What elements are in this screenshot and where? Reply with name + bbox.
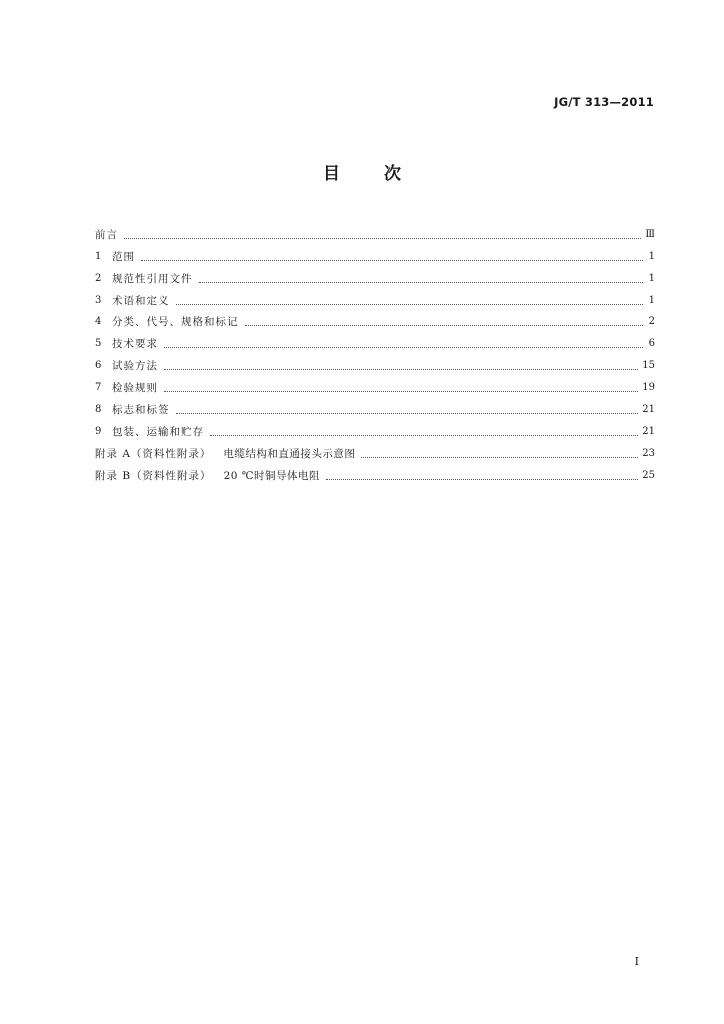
toc-entry-number: 1 [95,250,102,262]
toc-dot-leader [124,237,641,239]
toc-dot-leader [164,346,643,348]
toc-dot-leader [164,368,638,370]
toc-entry-number: 9 [95,425,102,437]
toc-entry-5[interactable] [95,329,655,351]
toc-dot-leader [176,412,639,414]
toc-entry-page: Ⅲ [645,228,655,240]
toc-entry-subtitle: 20 ℃时铜导体电阻 [223,469,321,482]
toc-entry-page: 23 [642,447,655,459]
toc-entry-6[interactable] [95,351,655,373]
toc-dot-leader [176,303,644,305]
toc-entry-3[interactable] [95,286,655,308]
toc-entry-label: 检验规则 [112,382,158,395]
toc-entry-label: 标志和标签 [112,404,170,417]
toc-entry-page: 19 [642,382,655,394]
toc-dot-leader [361,456,638,458]
toc-dot-leader [326,478,638,480]
toc-entry-foreword[interactable] [95,220,655,242]
toc-entry-label: 技术要求 [112,338,158,351]
toc-entry-8[interactable] [95,395,655,417]
toc-dot-leader [141,259,643,261]
toc-entry-number: 5 [95,338,102,350]
toc-entry-number: 3 [95,294,102,306]
toc-entry-page: 1 [648,250,655,262]
toc-entry-page: 21 [642,404,655,416]
toc-entry-page: 25 [642,469,655,481]
toc-entry-number: 8 [95,404,102,416]
toc-entry-subtitle: 电缆结构和直通接头示意图 [223,447,356,460]
toc-entry-appendix-b[interactable] [95,461,655,483]
toc-entry-label: 前言 [95,228,118,241]
toc-entry-2[interactable] [95,264,655,286]
page-title: 目 次 [323,164,401,184]
toc-entry-4[interactable] [95,308,655,330]
toc-entry-label: 范围 [112,250,135,263]
table-of-contents [95,220,655,483]
toc-entry-number: 6 [95,360,102,372]
toc-entry-label: 术语和定义 [112,294,170,307]
toc-entry-number: 4 [95,316,102,328]
toc-entry-page: 21 [642,425,655,437]
toc-entry-page: 1 [648,272,655,284]
toc-dot-leader [245,324,644,326]
toc-entry-number: 2 [95,272,102,284]
toc-entry-appendix-a[interactable] [95,439,655,461]
toc-entry-page: 2 [648,316,655,328]
toc-entry-number: 7 [95,382,102,394]
toc-entry-page: 6 [648,338,655,350]
toc-entry-label: 包装、运输和贮存 [112,425,204,438]
toc-entry-label: 附录 B（资料性附录） [95,469,212,482]
toc-entry-label: 附录 A（资料性附录） [95,447,212,460]
toc-entry-7[interactable] [95,373,655,395]
toc-entry-label: 规范性引用文件 [112,272,193,285]
toc-entry-9[interactable] [95,417,655,439]
toc-entry-page: 15 [642,360,655,372]
toc-dot-leader [210,434,638,436]
toc-dot-leader [199,281,644,283]
toc-entry-label: 试验方法 [112,360,158,373]
standard-code: JG/T 313—2011 [554,95,654,109]
page-number: I [634,955,639,968]
toc-entry-page: 1 [648,294,655,306]
toc-entry-1[interactable] [95,242,655,264]
toc-dot-leader [164,390,638,392]
toc-entry-label: 分类、代号、规格和标记 [112,316,239,329]
